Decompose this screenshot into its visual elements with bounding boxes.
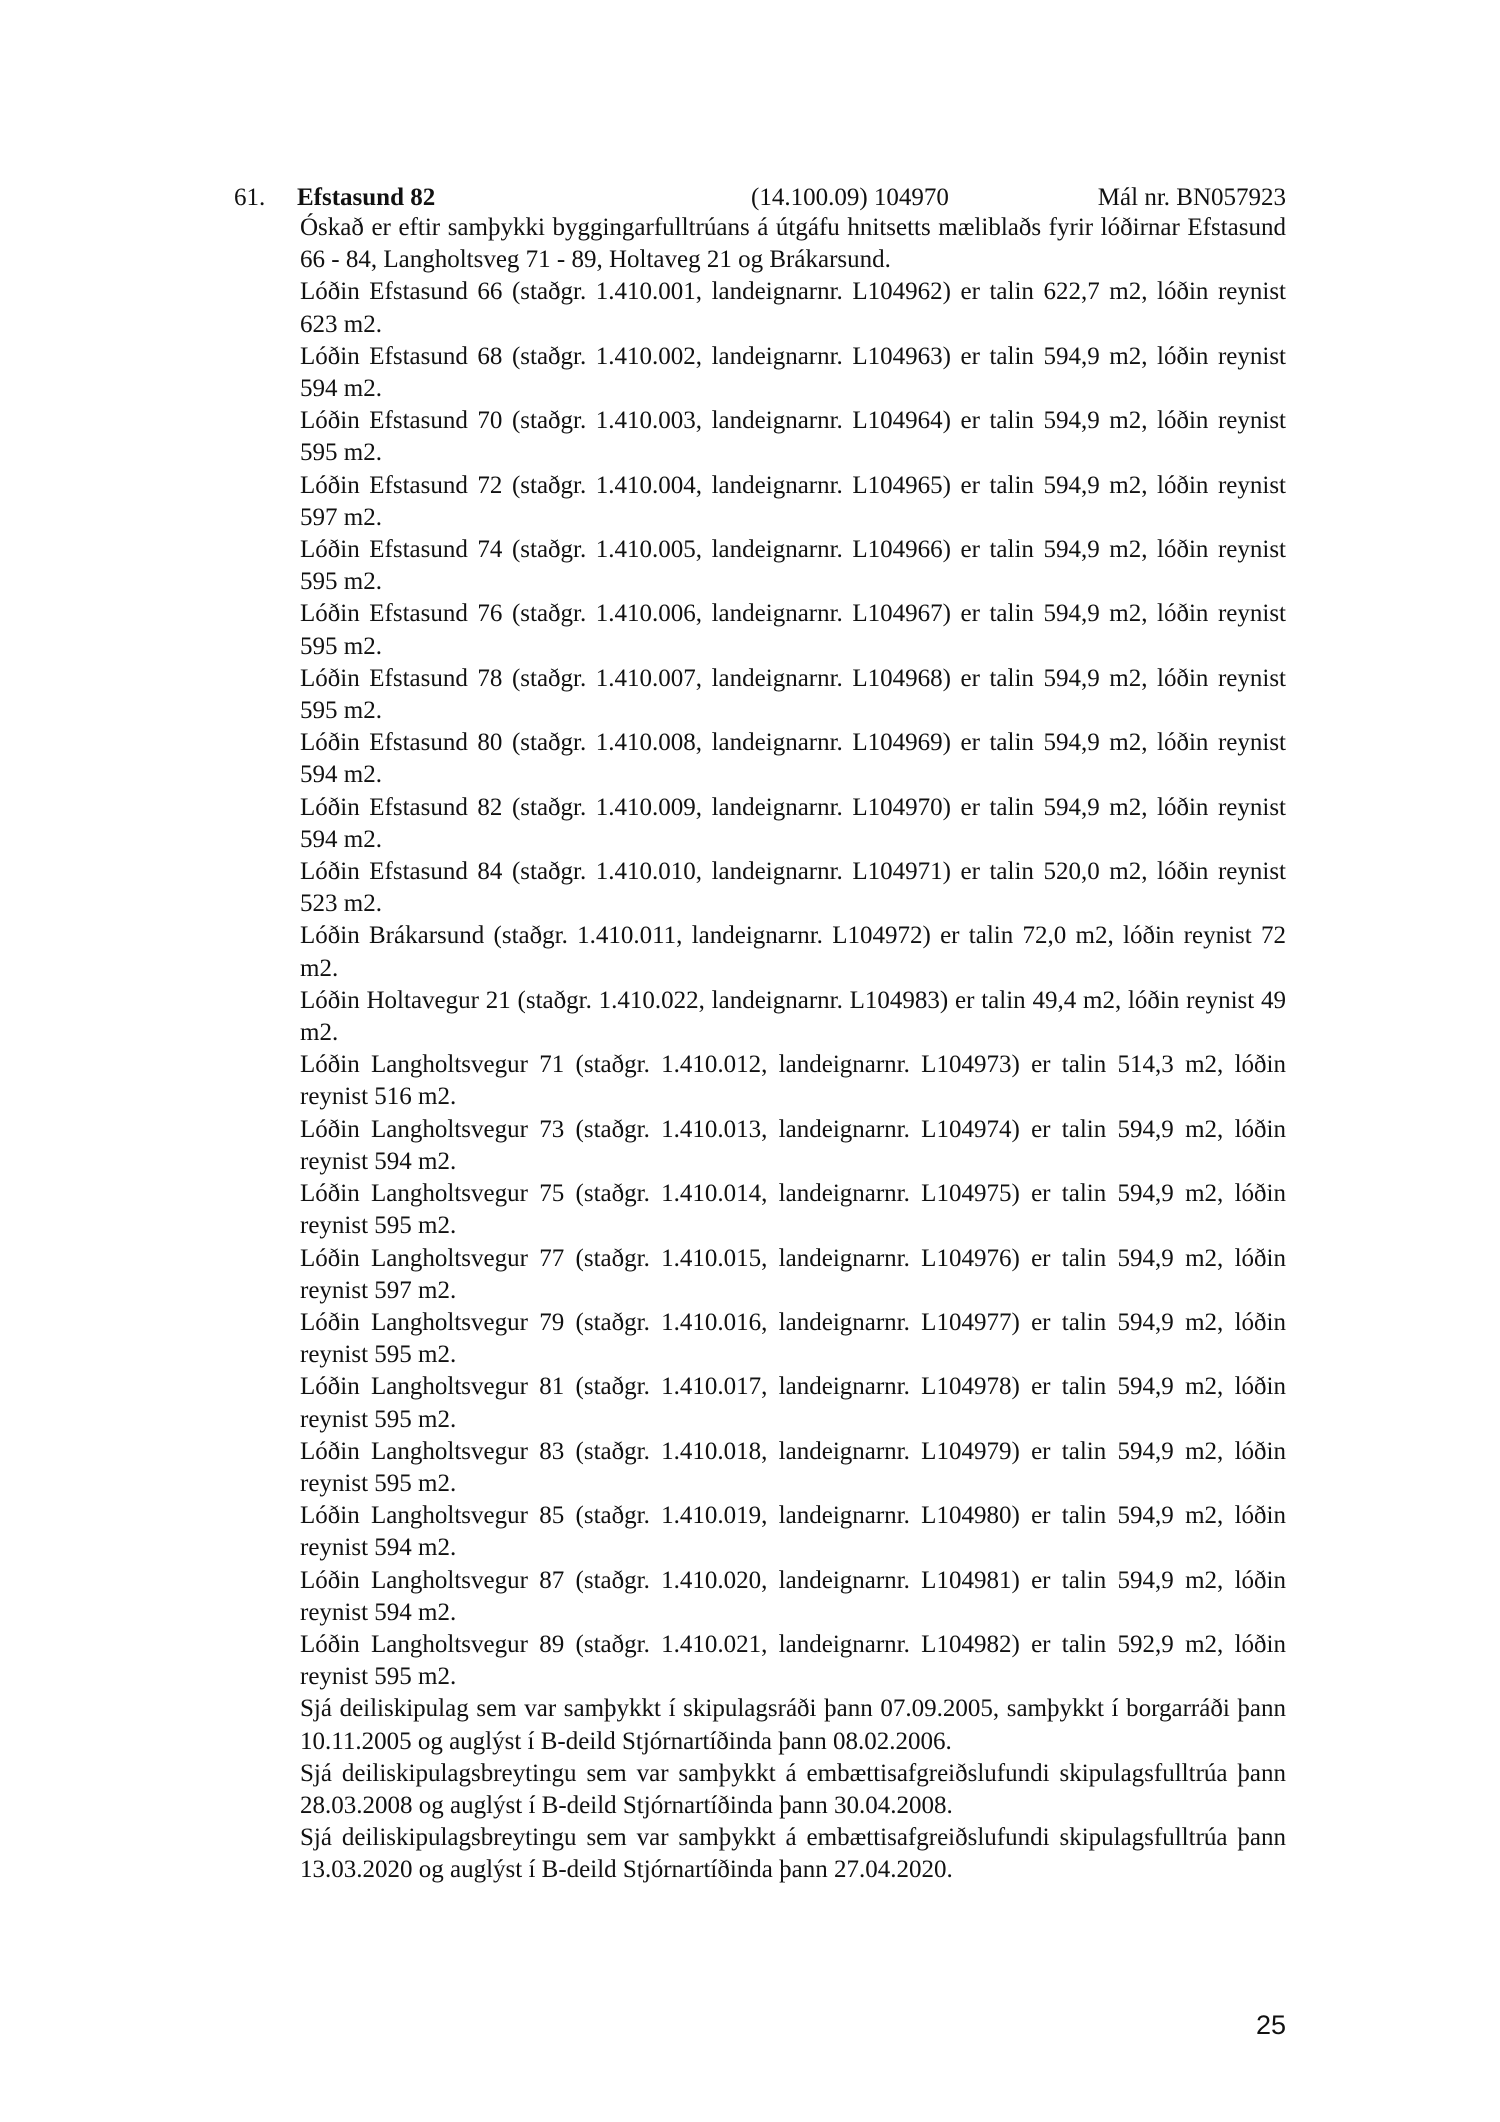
item-number: 61. xyxy=(234,184,266,211)
paragraph-lot: Lóðin Efstasund 76 (staðgr. 1.410.006, landeignarnr. L104967) er talin 594,9 m2, lóðin reynist 595 m2. xyxy=(300,600,1286,660)
paragraph-lot: Lóðin Efstasund 74 (staðgr. 1.410.005, landeignarnr. L104966) er talin 594,9 m2, lóðin reynist 595 m2. xyxy=(300,536,1286,596)
paragraph-zoning-plan: Sjá deiliskipulag sem var samþykkt í skipulagsráði þann 07.09.2005, samþykkt í borgarráði þann 10.11.2005 og auglýst í B-deild Stjórnartíðinda þann 08.02.2006. xyxy=(300,1695,1286,1755)
paragraph-lot: Lóðin Langholtsvegur 77 (staðgr. 1.410.015, landeignarnr. L104976) er talin 594,9 m2, lóðin reynist 597 m2. xyxy=(300,1244,1286,1304)
paragraph-lot: Lóðin Langholtsvegur 89 (staðgr. 1.410.021, landeignarnr. L104982) er talin 592,9 m2, lóðin reynist 595 m2. xyxy=(300,1630,1286,1691)
paragraph-lot: Lóðin Langholtsvegur 85 (staðgr. 1.410.019, landeignarnr. L104980) er talin 594,9 m2, lóðin reynist 594 m2. xyxy=(300,1502,1286,1562)
paragraph-lot: Lóðin Langholtsvegur 79 (staðgr. 1.410.016, landeignarnr. L104977) er talin 594,9 m2, lóðin reynist 595 m2. xyxy=(300,1308,1286,1369)
paragraph-lot: Lóðin Langholtsvegur 71 (staðgr. 1.410.012, landeignarnr. L104973) er talin 514,3 m2, lóðin reynist 516 m2. xyxy=(300,1051,1286,1111)
paragraph-lot: Lóðin Efstasund 68 (staðgr. 1.410.002, landeignarnr. L104963) er talin 594,9 m2, lóðin reynist 594 m2. xyxy=(300,342,1286,403)
paragraph-zoning-change: Sjá deiliskipulagsbreytingu sem var samþykkt á embættisafgreiðslufundi skipulagsfulltrúa þann 13.03.2020 og auglýst í B-deild Stjórnartíðinda þann 27.04.2020. xyxy=(300,1824,1286,1884)
page-number: 25 xyxy=(1255,2010,1286,2040)
paragraph-lot: Lóðin Langholtsvegur 81 (staðgr. 1.410.017, landeignarnr. L104978) er talin 594,9 m2, lóðin reynist 595 m2. xyxy=(300,1373,1286,1433)
paragraph-lot: Lóðin Langholtsvegur 87 (staðgr. 1.410.020, landeignarnr. L104981) er talin 594,9 m2, lóðin reynist 594 m2. xyxy=(300,1566,1286,1626)
paragraph-lot: Lóðin Efstasund 80 (staðgr. 1.410.008, landeignarnr. L104969) er talin 594,9 m2, lóðin reynist 594 m2. xyxy=(300,729,1286,789)
paragraph-lot: Lóðin Efstasund 82 (staðgr. 1.410.009, landeignarnr. L104970) er talin 594,9 m2, lóðin reynist 594 m2. xyxy=(300,793,1286,853)
paragraph-lot: Lóðin Efstasund 84 (staðgr. 1.410.010, landeignarnr. L104971) er talin 520,0 m2, lóðin reynist 523 m2. xyxy=(300,858,1286,918)
paragraph-lot: Lóðin Langholtsvegur 83 (staðgr. 1.410.018, landeignarnr. L104979) er talin 594,9 m2, lóðin reynist 595 m2. xyxy=(300,1437,1286,1497)
item-title: Efstasund 82 xyxy=(297,184,436,211)
paragraph-lot: Lóðin Efstasund 78 (staðgr. 1.410.007, landeignarnr. L104968) er talin 594,9 m2, lóðin reynist 595 m2. xyxy=(300,664,1286,725)
paragraph-lot: Lóðin Holtavegur 21 (staðgr. 1.410.022, landeignarnr. L104983) er talin 49,4 m2, lóðin reynist 49 m2. xyxy=(300,986,1286,1047)
item-header xyxy=(234,181,1286,215)
paragraph-lot: Lóðin Efstasund 66 (staðgr. 1.410.001, landeignarnr. L104962) er talin 622,7 m2, lóðin reynist 623 m2. xyxy=(300,278,1286,338)
paragraph-zoning-change: Sjá deiliskipulagsbreytingu sem var samþykkt á embættisafgreiðslufundi skipulagsfulltrúa þann 28.03.2008 og auglýst í B-deild Stjórnartíðinda þann 30.04.2008. xyxy=(300,1759,1286,1819)
paragraph-request: Óskað er eftir samþykki byggingarfulltrúans á útgáfu hnitsetts mæliblaðs fyrir lóðirnar Efstasund 66 - 84, Langholtsveg 71 - 89, Holtaveg 21 og Brákarsund. xyxy=(300,214,1286,274)
item-body xyxy=(300,212,1286,1887)
paragraph-lot: Lóðin Efstasund 72 (staðgr. 1.410.004, landeignarnr. L104965) er talin 594,9 m2, lóðin reynist 597 m2. xyxy=(300,471,1286,531)
case-number: Mál nr. BN057923 xyxy=(1097,184,1286,211)
paragraph-lot: Lóðin Efstasund 70 (staðgr. 1.410.003, landeignarnr. L104964) er talin 594,9 m2, lóðin reynist 595 m2. xyxy=(300,407,1286,467)
paragraph-lot: Lóðin Brákarsund (staðgr. 1.410.011, landeignarnr. L104972) er talin 72,0 m2, lóðin reynist 72 m2. xyxy=(300,922,1286,982)
item-reference: (14.100.09) 104970 xyxy=(751,184,949,211)
paragraph-lot: Lóðin Langholtsvegur 75 (staðgr. 1.410.014, landeignarnr. L104975) er talin 594,9 m2, lóðin reynist 595 m2. xyxy=(300,1180,1286,1240)
paragraph-lot: Lóðin Langholtsvegur 73 (staðgr. 1.410.013, landeignarnr. L104974) er talin 594,9 m2, lóðin reynist 594 m2. xyxy=(300,1115,1286,1175)
